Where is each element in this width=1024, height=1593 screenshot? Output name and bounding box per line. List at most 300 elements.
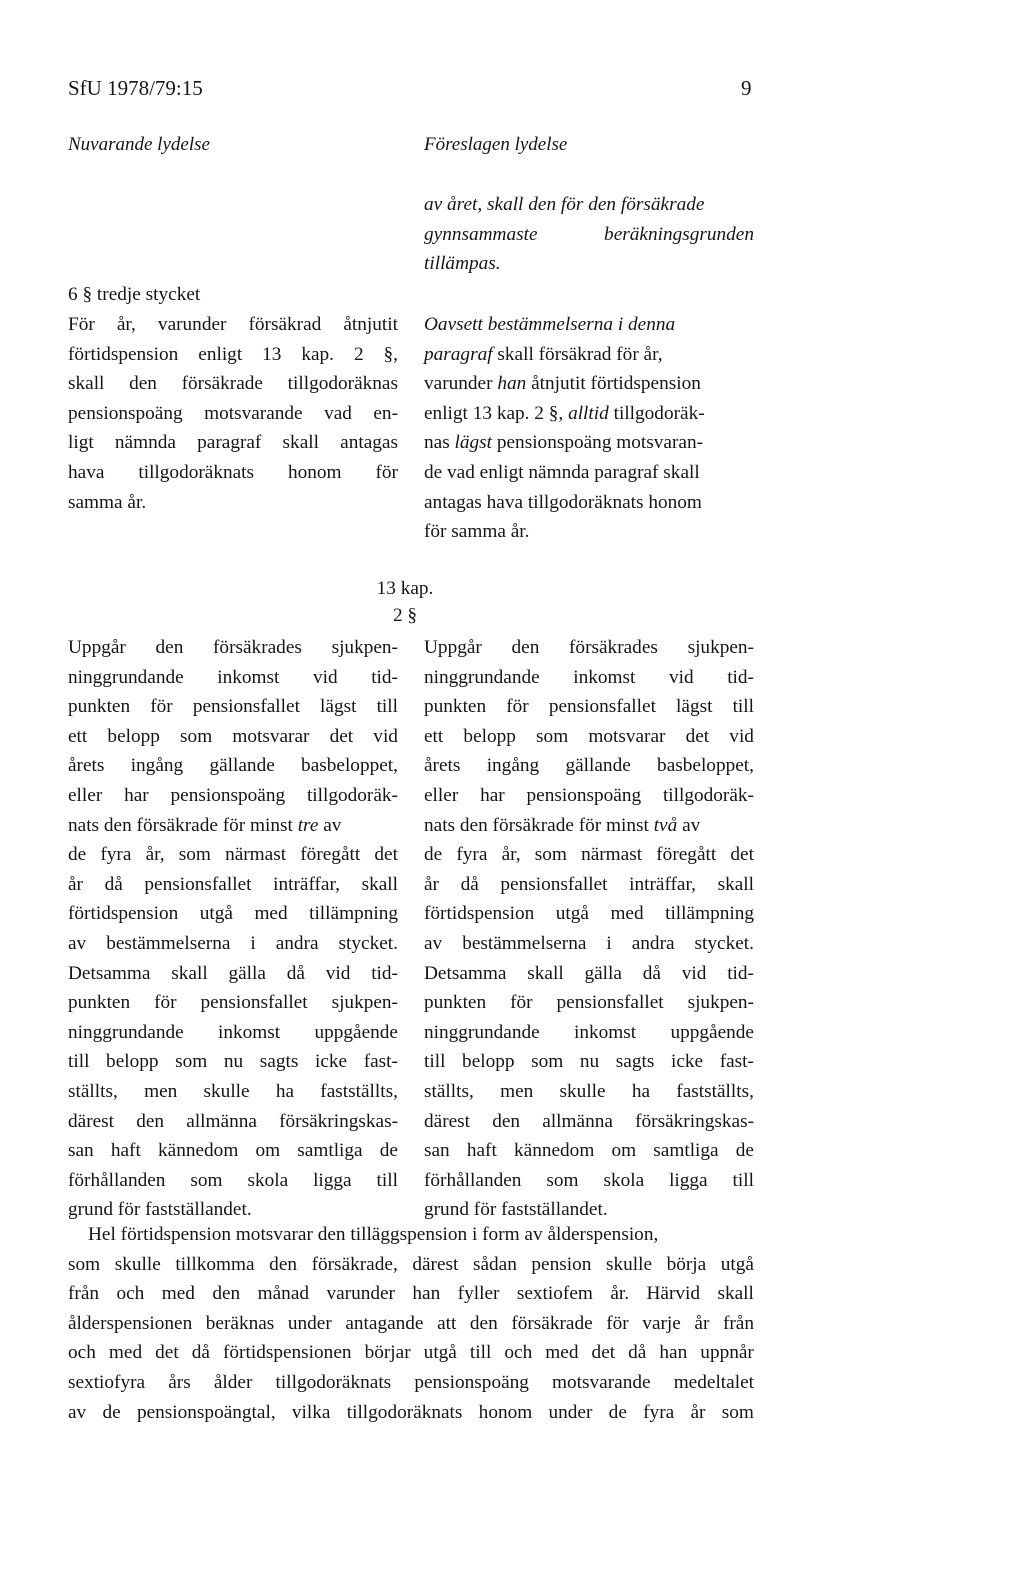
text-line: antagas hava tillgodoräknats honom [424, 491, 702, 513]
word: skall [171, 962, 208, 984]
word: det [155, 1342, 179, 1364]
word: till [732, 1169, 754, 1191]
word: allmänna [542, 1110, 613, 1132]
word: pensionsfallet [192, 696, 300, 718]
word: belopp [107, 725, 160, 747]
word: skall [68, 373, 105, 395]
word: tid- [371, 666, 398, 688]
word: till [424, 1051, 446, 1073]
text-fragment: pensionspoäng motsvaran- [492, 432, 704, 454]
word: de [68, 844, 87, 866]
word: det [685, 725, 710, 747]
word: vid [668, 666, 694, 688]
word: och [116, 1283, 145, 1305]
word: pensionspoäng [170, 784, 286, 806]
word: Detsamma [68, 962, 151, 984]
word: de [379, 1140, 398, 1162]
text-line [68, 781, 398, 811]
word: det [591, 1342, 616, 1364]
word: sjukpen- [331, 637, 398, 658]
word: varje [642, 1312, 681, 1334]
word: samtliga [297, 1140, 363, 1162]
word: som [190, 1169, 223, 1191]
word: utgå [199, 903, 233, 925]
text-line [424, 1018, 754, 1048]
word: börja [666, 1253, 707, 1275]
text-line: grund för fastställandet. [68, 1199, 252, 1221]
word: ålderspensionen [68, 1312, 193, 1334]
word: försäkrade [511, 1312, 593, 1334]
word: san [68, 1140, 94, 1162]
word: §, [383, 343, 398, 365]
word: närmast [225, 844, 287, 866]
word: antagas [340, 432, 398, 454]
word: ligt [68, 432, 94, 454]
text-line [424, 692, 754, 722]
text-line [424, 1136, 754, 1166]
text-line: de vad enligt nämnda paragraf skall [424, 461, 700, 483]
word: honom [478, 1401, 533, 1423]
word: pensionspoäng [526, 784, 642, 806]
word: vid [312, 666, 338, 688]
word: då [628, 1342, 647, 1364]
word: börjar [364, 1342, 411, 1364]
text-line [68, 1077, 398, 1107]
text-line [68, 663, 398, 693]
text-line [68, 988, 398, 1018]
word: till [68, 1051, 90, 1073]
text-line [68, 722, 398, 752]
text-line [424, 722, 754, 752]
word: skall [361, 873, 398, 895]
word: men [144, 1080, 178, 1102]
text-line [424, 220, 754, 250]
word: punkten [68, 696, 131, 718]
word: icke [314, 1051, 348, 1073]
word: kap. [301, 343, 335, 365]
text-line [424, 840, 754, 870]
word: då [191, 1342, 210, 1364]
word: under [548, 1401, 593, 1423]
word: fast- [719, 1051, 754, 1073]
word: årets [68, 755, 105, 777]
text-fragment: åtnjutit förtidspension [526, 373, 701, 395]
word: vilka [291, 1401, 331, 1423]
word: ninggrundande [424, 666, 540, 688]
word: skulle [559, 1080, 606, 1102]
text-line [68, 1047, 398, 1077]
word: inträffar, [273, 873, 340, 895]
text-line [424, 899, 754, 929]
word: tillämpning [309, 903, 398, 925]
text-line [68, 811, 398, 841]
text-line [68, 1166, 398, 1196]
word: ingång [486, 755, 540, 777]
text-fragment: lägst [454, 432, 493, 454]
word: pensionsfallet [548, 696, 656, 718]
word: tillgodoräk- [662, 784, 754, 806]
word: pensionspoäng [68, 402, 183, 424]
word: till [469, 1342, 492, 1364]
word: stycket. [694, 932, 754, 954]
word: inträffar, [629, 873, 696, 895]
word: sagts [615, 1051, 655, 1073]
text-line [68, 458, 398, 488]
word: vid [373, 725, 398, 747]
word: förtidspension [424, 903, 535, 925]
word: år, [145, 844, 165, 866]
word: utgå [555, 903, 589, 925]
word: försäkrades [213, 637, 302, 658]
word: paragraf [197, 432, 262, 454]
word: basbeloppet, [657, 755, 754, 777]
text-fragment: alltid [568, 402, 609, 424]
word: som [536, 725, 569, 747]
text-line: tillämpas. [424, 253, 501, 275]
word: sextiofyra [68, 1371, 146, 1393]
word: i [250, 932, 256, 954]
text-line [68, 1018, 398, 1048]
section-13-current-text [68, 633, 398, 1225]
word: den [129, 373, 157, 395]
word: av [68, 1401, 87, 1423]
text-line: grund för fastställandet. [424, 1199, 608, 1221]
text-fragment: varunder [424, 373, 498, 395]
word: inkomst [573, 666, 636, 688]
word: förhållanden [68, 1169, 166, 1191]
word: pensionsfallet [500, 873, 608, 895]
document-id: SfU 1978/79:15 [68, 76, 203, 100]
word: med [161, 1283, 195, 1305]
word: medeltalet [673, 1371, 754, 1393]
word: pensionsfallet [556, 992, 664, 1014]
text-line [424, 399, 754, 429]
word: den [469, 1312, 498, 1334]
word: varunder [157, 314, 227, 335]
word: förtidspensionen [223, 1342, 352, 1364]
text-line: Hel förtidspension motsvarar den tilläggspension i form av ålderspension, [88, 1224, 659, 1245]
column-title-current: Nuvarande lydelse [68, 134, 210, 155]
word: sjukpen- [687, 992, 754, 1014]
word: förtidspension [68, 903, 179, 925]
proposed-continuation [424, 190, 754, 279]
text-line [424, 663, 754, 693]
text-line [424, 959, 754, 989]
text-fragment: enligt 13 kap. 2 §, [424, 402, 569, 424]
word: eller [68, 784, 103, 806]
text-line [68, 1398, 754, 1428]
text-line [68, 899, 398, 929]
word: för [375, 461, 398, 483]
word: försäkrad [248, 314, 322, 335]
section-6-current-text [68, 310, 398, 517]
word: punkten [68, 992, 131, 1014]
word: om [255, 1140, 281, 1162]
word: har [480, 784, 505, 806]
word: då [642, 962, 661, 984]
word: men [500, 1080, 534, 1102]
word: gällande [209, 755, 275, 777]
word: kännedom [514, 1140, 595, 1162]
word: förtidspension [68, 343, 179, 365]
word: ställts, [68, 1080, 118, 1102]
word: som [178, 844, 211, 866]
text-fragment: gynnsammaste [424, 223, 538, 245]
word: Härvid [646, 1283, 701, 1305]
word: till [376, 1169, 398, 1191]
word: fast- [363, 1051, 398, 1073]
word: haft [466, 1140, 497, 1162]
word: för [606, 1312, 629, 1334]
text-line [424, 633, 754, 663]
word: ninggrundande [68, 1021, 184, 1043]
word: år [694, 1312, 710, 1334]
word: Uppgår [424, 637, 482, 658]
word: inkomst [218, 1021, 281, 1043]
word: år. [610, 1283, 630, 1305]
word: motsvarande [204, 402, 303, 424]
word: av [68, 932, 87, 954]
word: nu [223, 1051, 244, 1073]
word: försäkringskas- [279, 1110, 398, 1132]
text-line [424, 340, 754, 370]
word: vid [325, 962, 351, 984]
word: motsvarar [232, 725, 310, 747]
word: ha [275, 1080, 295, 1102]
word: som [721, 1401, 754, 1423]
word: som [534, 844, 567, 866]
text-fragment: skall försäkrad för år, [492, 343, 663, 365]
word: fyller [457, 1283, 500, 1305]
word: honom [287, 461, 342, 483]
word: nämnda [114, 432, 176, 454]
text-line: av året, skall den för den försäkrade [424, 194, 705, 215]
word: belopp [463, 725, 516, 747]
text-line [68, 751, 398, 781]
word: därest [412, 1253, 459, 1275]
word: skall [717, 1283, 754, 1305]
text-fragment: av [318, 814, 342, 836]
word: det [730, 844, 754, 866]
word: pensionsfallet [144, 873, 252, 895]
word: gällande [565, 755, 631, 777]
text-line [68, 840, 398, 870]
word: lägst [676, 696, 713, 718]
word: Detsamma [424, 962, 507, 984]
word: år [424, 873, 439, 895]
word: med [108, 1342, 143, 1364]
word: kännedom [158, 1140, 239, 1162]
text-line [68, 1136, 398, 1166]
word: tid- [371, 962, 398, 984]
word: tillgodoräknats [346, 1401, 463, 1423]
word: san [424, 1140, 450, 1162]
word: sagts [259, 1051, 299, 1073]
word: att [437, 1312, 457, 1334]
word: år [690, 1401, 706, 1423]
word: tid- [727, 962, 754, 984]
chapter-heading: 13 kap. [376, 578, 434, 599]
word: icke [670, 1051, 704, 1073]
text-line: samma år. [68, 491, 147, 513]
word: fyra [643, 1401, 675, 1423]
word: försäkrade, [311, 1253, 398, 1275]
word: pensionspoäng [414, 1371, 529, 1393]
text-line [424, 1077, 754, 1107]
text-line [68, 692, 398, 722]
text-line [68, 399, 398, 429]
word: sjukpen- [687, 637, 754, 658]
word: den [155, 637, 184, 658]
word: ligga [669, 1169, 708, 1191]
text-line [68, 310, 398, 340]
word: den [269, 1253, 298, 1275]
word: förhållanden [424, 1169, 522, 1191]
word: skulle [114, 1253, 161, 1275]
word: och [68, 1342, 96, 1364]
word: han [412, 1283, 441, 1305]
word: till [732, 696, 754, 718]
word: med [254, 903, 288, 925]
section-6-proposed-text [424, 310, 754, 547]
word: pension [531, 1253, 592, 1275]
word: som [175, 1051, 208, 1073]
word: fyra [456, 844, 488, 866]
text-line [68, 1250, 754, 1280]
word: inkomst [217, 666, 280, 688]
word: och [504, 1342, 533, 1364]
word: andra [631, 932, 675, 954]
word: basbeloppet, [301, 755, 398, 777]
word: 13 [262, 343, 282, 365]
word: stycket. [338, 932, 398, 954]
word: skall [527, 962, 564, 984]
text-line: Oavsett bestämmelserna i denna [424, 314, 676, 335]
text-line [424, 751, 754, 781]
word: utgå [720, 1253, 754, 1275]
word: med [610, 903, 644, 925]
word: för [154, 992, 177, 1014]
word: försäkrades [569, 637, 658, 658]
text-line [424, 988, 754, 1018]
word: uppgående [314, 1021, 398, 1043]
word: av [424, 932, 443, 954]
text-line [68, 1309, 754, 1339]
word: utgå [423, 1342, 457, 1364]
word: allmänna [186, 1110, 257, 1132]
text-line [68, 1338, 754, 1368]
word: tillämpning [665, 903, 754, 925]
word: månad [257, 1283, 310, 1305]
word: punkten [424, 992, 487, 1014]
text-fragment: tillgodoräk- [608, 402, 705, 424]
word: då [104, 873, 123, 895]
word: samtliga [653, 1140, 719, 1162]
word: sådan [472, 1253, 517, 1275]
word: vid [681, 962, 707, 984]
word: därest [68, 1110, 115, 1132]
word: sextiofem [516, 1283, 593, 1305]
text-line [424, 428, 754, 458]
text-line [68, 959, 398, 989]
word: årets [424, 755, 461, 777]
text-fragment: två [653, 814, 678, 836]
word: vid [729, 725, 754, 747]
word: beräknas [205, 1312, 275, 1334]
text-fragment: nats den försäkrade för minst [68, 814, 298, 836]
text-line [424, 1107, 754, 1137]
word: år, [116, 314, 136, 335]
word: föregått [656, 844, 717, 866]
word: skulle [605, 1253, 653, 1275]
word: en- [373, 402, 398, 424]
word: års [168, 1371, 191, 1393]
word: det [374, 844, 398, 866]
word: tillgodoräk- [306, 784, 398, 806]
word: fastställts, [320, 1080, 398, 1102]
column-title-proposed: Föreslagen lydelse [424, 134, 568, 155]
word: fyra [100, 844, 132, 866]
word: de [735, 1140, 754, 1162]
word: den [492, 1110, 521, 1132]
word: Uppgår [68, 637, 126, 658]
word: som [531, 1051, 564, 1073]
word: belopp [462, 1051, 515, 1073]
section-13-proposed-text [424, 633, 754, 1225]
word: tillgodoräknas [287, 373, 398, 395]
word: de [102, 1401, 121, 1423]
word: 2 [353, 343, 364, 365]
text-line [68, 1368, 754, 1398]
word: den [136, 1110, 165, 1132]
text-fragment: nas [424, 432, 455, 454]
text-line [68, 1279, 754, 1309]
word: den [212, 1283, 241, 1305]
word: belopp [106, 1051, 159, 1073]
word: då [460, 873, 479, 895]
word: pensionsfallet [200, 992, 308, 1014]
word: till [376, 696, 398, 718]
word: bestämmelserna [462, 932, 587, 954]
text-line [424, 870, 754, 900]
text-line [68, 1107, 398, 1137]
text-fragment: paragraf [424, 343, 493, 365]
text-line [68, 633, 398, 663]
word: tillkomma [175, 1253, 255, 1275]
word: som [546, 1169, 579, 1191]
word: försäkringskas- [635, 1110, 754, 1132]
text-fragment: beräkningsgrunden [604, 223, 754, 245]
text-line: för samma år. [424, 521, 530, 543]
word: för [510, 992, 533, 1014]
text-fragment: nats den försäkrade för minst [424, 814, 654, 836]
text-line [68, 428, 398, 458]
word: år [68, 873, 83, 895]
word: vad [324, 402, 352, 424]
text-line [68, 929, 398, 959]
word: i [606, 932, 612, 954]
word: nu [579, 1051, 600, 1073]
word: därest [424, 1110, 471, 1132]
word: under [287, 1312, 332, 1334]
word: från [68, 1283, 100, 1305]
word: haft [110, 1140, 141, 1162]
word: skall [717, 873, 754, 895]
word: sjukpen- [331, 992, 398, 1014]
word: om [611, 1140, 637, 1162]
text-line [424, 781, 754, 811]
word: punkten [424, 696, 487, 718]
